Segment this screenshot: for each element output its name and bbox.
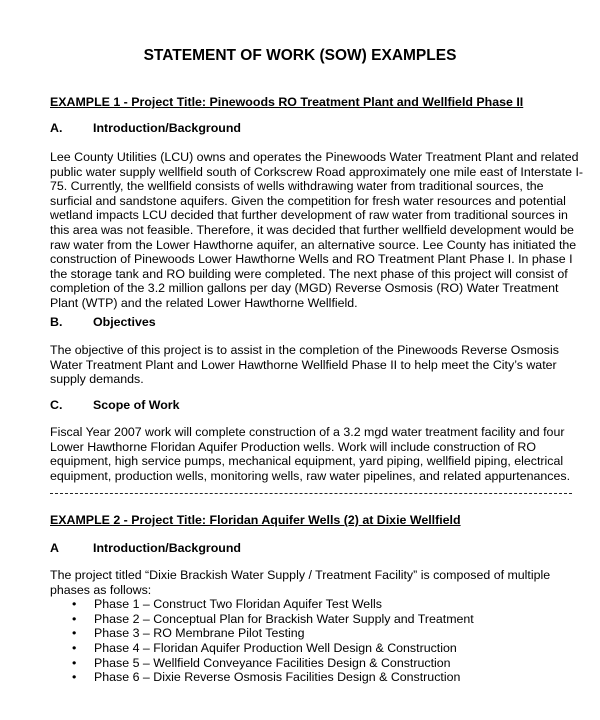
paragraph-line: this area was not feasible. Therefore, it was decided that further wellfield development would be	[50, 222, 574, 237]
bullet-glyph: •	[72, 670, 77, 684]
paragraph-line: Fiscal Year 2007 work will complete construction of a 3.2 mgd water treatment facility and four	[50, 425, 565, 439]
paragraph-line: The project titled “Dixie Brackish Water Supply / Treatment Facility” is composed of multiple	[50, 568, 551, 582]
list-item	[72, 670, 460, 684]
example-2-heading: EXAMPLE 2 - Project Title: Floridan Aquifer Wells (2) at Dixie Wellfield	[50, 513, 461, 527]
example-2-intro-paragraph	[50, 568, 572, 597]
paragraph-line: construction of Pinewoods Lower Hawthorne Wells and RO Treatment Plant Phase I. In phase I	[50, 252, 573, 267]
bullet-glyph: •	[72, 597, 77, 611]
paragraph-line: supply demands.	[50, 372, 144, 387]
section-letter: A	[50, 541, 59, 555]
paragraph-line: Lee County Utilities (LCU) owns and operates the Pinewoods Water Treatment Plant and related	[50, 150, 579, 164]
phase-label: Phase 5 –	[94, 656, 150, 670]
phase-text: Floridan Aquifer Production Well Design & Construction	[153, 641, 457, 655]
list-item	[72, 597, 382, 611]
phase-text: Conceptual Plan for Brackish Water Supply and Treatment	[153, 612, 474, 626]
bullet-glyph: •	[72, 612, 77, 626]
example-1-scope-heading	[50, 398, 180, 412]
section-letter: B.	[50, 315, 63, 329]
phase-text: Construct Two Floridan Aquifer Test Wells	[153, 597, 382, 611]
document-title: STATEMENT OF WORK (SOW) EXAMPLES	[143, 47, 457, 64]
paragraph-line: The objective of this project is to assist in the completion of the Pinewoods Reverse Osmosis	[50, 343, 559, 357]
section-divider	[50, 493, 572, 494]
example-1-intro-heading	[50, 121, 241, 135]
paragraph-line: wetland impacts LCU decided that further development of raw water from traditional sources in	[50, 208, 568, 223]
phase-label: Phase 3 –	[94, 626, 150, 640]
example-1-intro-paragraph	[50, 150, 584, 311]
example-1-objectives-paragraph	[50, 343, 572, 387]
paragraph-line: the storage tank and RO building were completed. The next phase of this project will consist of	[50, 266, 568, 281]
phase-label: Phase 1 –	[94, 597, 150, 611]
list-item	[72, 626, 305, 640]
bullet-glyph: •	[72, 626, 77, 640]
paragraph-line: surficial and sandstone aquifers. Given the competition for fresh water resources and potential	[50, 193, 566, 208]
phase-label: Phase 6 –	[94, 670, 150, 684]
phase-text: RO Membrane Pilot Testing	[153, 626, 305, 640]
example-1-objectives-heading	[50, 315, 156, 329]
phase-label: Phase 2 –	[94, 612, 150, 626]
paragraph-line: Plant (WTP) and the related Lower Hawthorne Wellfield.	[50, 295, 358, 310]
example-1-scope-paragraph	[50, 425, 572, 483]
bullet-glyph: •	[72, 641, 77, 655]
list-item	[72, 612, 474, 626]
list-item	[72, 641, 457, 655]
paragraph-line: completion of the 3.2 million gallons per day (MGD) Reverse Osmosis (RO) Water Treatment	[50, 281, 559, 296]
section-title: Introduction/Background	[93, 121, 241, 135]
paragraph-line: equipment, high service pumps, mechanical equipment, yard piping, wellfield piping, electrical	[50, 454, 564, 469]
paragraph-line: raw water from the Lower Hawthorne aquifer, an alternative source. Lee County has initiated the	[50, 237, 577, 252]
section-title: Scope of Work	[93, 398, 180, 412]
phase-label: Phase 4 –	[94, 641, 150, 655]
list-item	[72, 656, 451, 670]
section-title: Objectives	[93, 315, 156, 329]
paragraph-line: equipment, production wells, monitoring wells, raw water pipelines, and related appurtenances.	[50, 468, 571, 483]
paragraph-line: phases as follows:	[50, 582, 152, 597]
bullet-glyph: •	[72, 656, 77, 670]
section-letter: A.	[50, 121, 63, 135]
paragraph-line: Lower Hawthorne Floridan Aquifer Production wells. Work will include construction of RO	[50, 439, 536, 454]
paragraph-line: Water Treatment Plant and Lower Hawthorne Wellfield Phase II to help meet the City’s water	[50, 357, 557, 372]
paragraph-line: 75. Currently, the wellfield consists of wells withdrawing water from traditional sources, the	[50, 179, 544, 194]
phase-text: Dixie Reverse Osmosis Facilities Design & Construction	[153, 670, 461, 684]
example-2-intro-heading	[50, 541, 241, 555]
example-1-heading: EXAMPLE 1 - Project Title: Pinewoods RO Treatment Plant and Wellfield Phase II	[50, 95, 524, 109]
phase-text: Wellfield Conveyance Facilities Design & Construction	[153, 656, 451, 670]
section-title: Introduction/Background	[93, 541, 241, 555]
section-letter: C.	[50, 398, 63, 412]
paragraph-line: public water supply wellfield south of Corkscrew Road approximately one mile east of Interstate I-	[50, 164, 584, 179]
